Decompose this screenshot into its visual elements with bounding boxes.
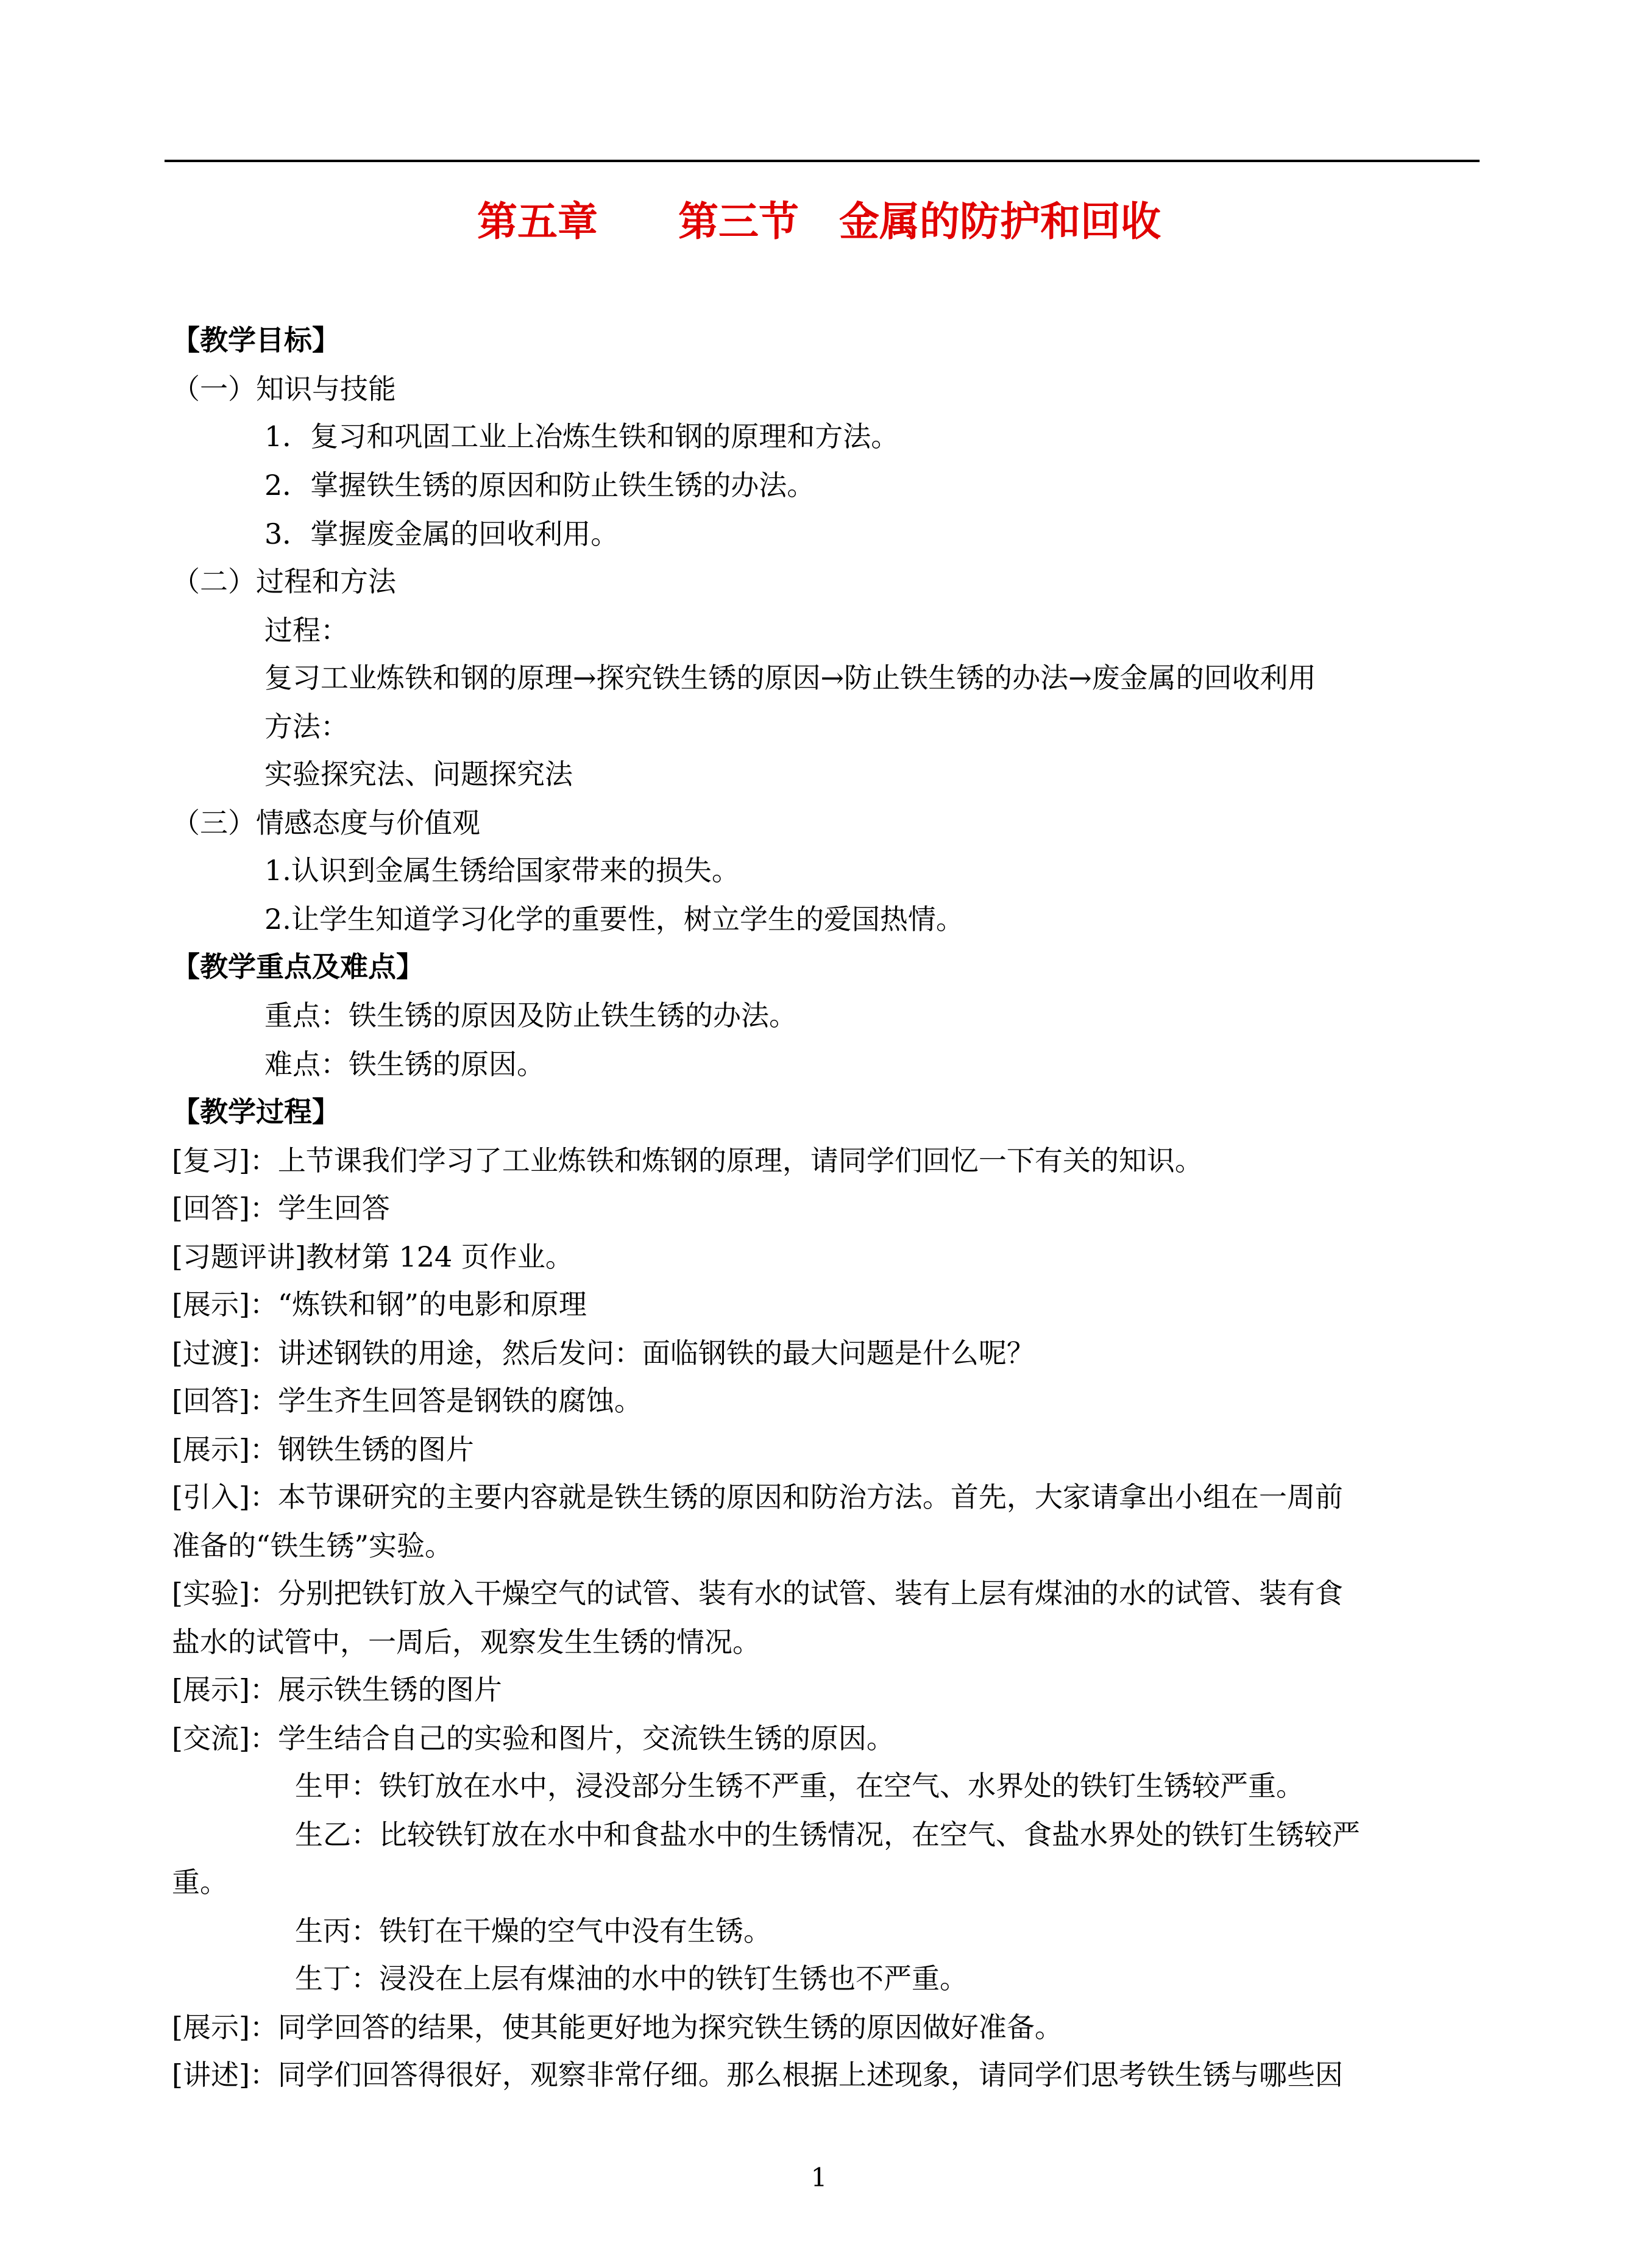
page-number: 1: [810, 2163, 828, 2192]
process-line: 重。: [172, 1866, 228, 1899]
method-text: 实验探究法、问题探究法: [264, 758, 573, 791]
process-line: [过渡]：讲述钢铁的用途，然后发问：面临钢铁的最大问题是什么呢？: [172, 1337, 1035, 1370]
emotion-item-1: 1.认识到金属生锈给国家带来的损失。: [264, 854, 740, 887]
page-title: 第五章 第三节 金属的防护和回收: [477, 198, 1161, 245]
process-text: 复习工业炼铁和钢的原理→探究铁生锈的原因→防止铁生锈的办法→废金属的回收利用: [264, 661, 1316, 694]
emotion-heading: （三）情感态度与价值观: [172, 806, 480, 839]
process-line: [展示]：同学回答的结果，使其能更好地为探究铁生锈的原因做好准备。: [172, 2011, 1063, 2044]
process-line: [回答]：学生回答: [172, 1192, 390, 1225]
process-line: [回答]：学生齐生回答是钢铁的腐蚀。: [172, 1384, 642, 1417]
process-line: [交流]：学生结合自己的实验和图片，交流铁生锈的原因。: [172, 1722, 895, 1755]
process-line: [习题评讲]教材第 124 页作业。: [172, 1240, 573, 1273]
key-heading: 【教学重点及难点】: [172, 950, 424, 983]
process-line: [讲述]：同学们回答得很好，观察非常仔细。那么根据上述现象，请同学们思考铁生锈与哪些因: [172, 2058, 1343, 2091]
process-line: 生乙：比较铁钉放在水中和食盐水中的生锈情况，在空气、食盐水界处的铁钉生锈较严: [295, 1818, 1360, 1851]
header-rule: [165, 160, 1480, 162]
process-line: 生丁：浸没在上层有煤油的水中的铁钉生锈也不严重。: [295, 1962, 968, 1995]
key-point: 重点：铁生锈的原因及防止铁生锈的办法。: [264, 999, 797, 1032]
objectives-heading: 【教学目标】: [172, 324, 340, 357]
knowledge-item-2: 2．掌握铁生锈的原因和防止铁生锈的办法。: [264, 469, 815, 502]
process-heading: （二）过程和方法: [172, 565, 396, 598]
process-line: 生甲：铁钉放在水中，浸没部分生锈不严重，在空气、水界处的铁钉生锈较严重。: [295, 1769, 1304, 1802]
method-label: 方法：: [264, 710, 349, 743]
process-label: 过程：: [264, 614, 349, 647]
knowledge-item-3: 3．掌握废金属的回收利用。: [264, 517, 619, 550]
process-line: [展示]：钢铁生锈的图片: [172, 1433, 474, 1466]
difficulty: 难点：铁生锈的原因。: [264, 1048, 545, 1081]
process-line: [复习]：上节课我们学习了工业炼铁和炼钢的原理，请同学们回忆一下有关的知识。: [172, 1144, 1203, 1177]
emotion-item-2: 2.让学生知道学习化学的重要性，树立学生的爱国热情。: [264, 903, 964, 936]
knowledge-item-1: 1．复习和巩固工业上冶炼生铁和钢的原理和方法。: [264, 420, 899, 453]
process-main-heading: 【教学过程】: [172, 1095, 340, 1128]
process-line: [实验]：分别把铁钉放入干燥空气的试管、装有水的试管、装有上层有煤油的水的试管、装有食: [172, 1577, 1343, 1610]
knowledge-heading: （一）知识与技能: [172, 372, 396, 405]
process-line: [展示]：“炼铁和钢”的电影和原理: [172, 1288, 587, 1321]
process-line: [引入]：本节课研究的主要内容就是铁生锈的原因和防治方法。首先，大家请拿出小组在一周前: [172, 1481, 1343, 1513]
process-line: 生丙：铁钉在干燥的空气中没有生锈。: [295, 1914, 771, 1947]
process-line: 准备的“铁生锈”实验。: [172, 1529, 453, 1562]
process-line: [展示]：展示铁生锈的图片: [172, 1673, 502, 1706]
process-line: 盐水的试管中，一周后，观察发生生锈的情况。: [172, 1626, 760, 1658]
